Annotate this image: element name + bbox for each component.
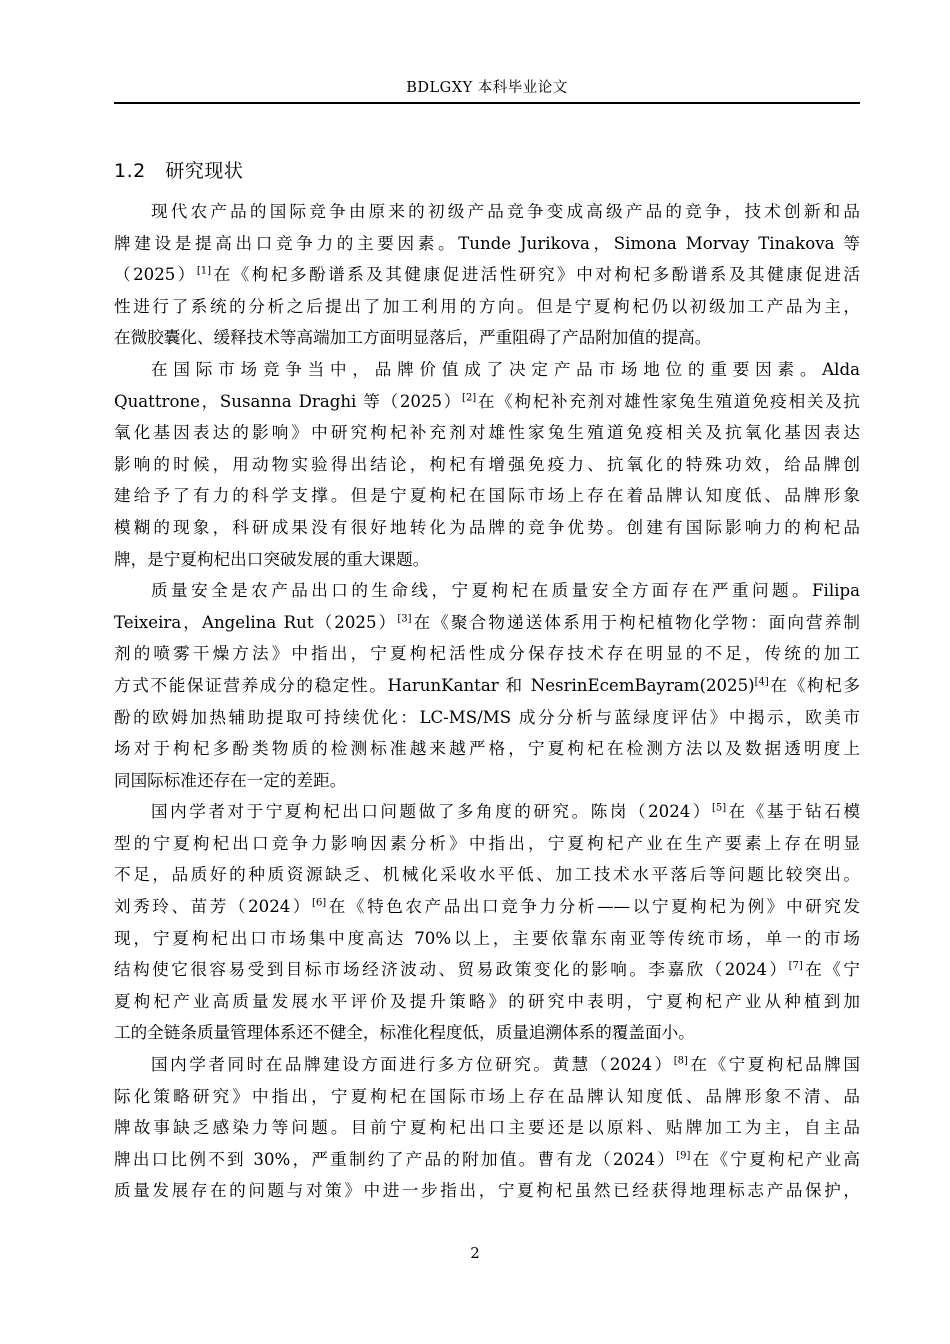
page-header (114, 72, 860, 104)
text-line: 场对于枸杞多酚类物质的检测标准越来越严格，宁夏枸杞在检测方法以及数据透明度上 (114, 739, 860, 759)
text-line: 在微胶囊化、缓释技术等高端加工方面明显落后，严重阻碍了产品附加值的提高。 (114, 328, 712, 348)
citation-marker: [1] (196, 265, 212, 277)
citation-marker: [5] (711, 802, 727, 814)
header-title: BDLGXY 本科毕业论文 (406, 80, 568, 96)
text-line: 质量发展存在的问题与对策》中进一步指出，宁夏枸杞虽然已经获得地理标志产品保护， (114, 1181, 860, 1201)
section-heading: 1.2 研究现状 (114, 160, 244, 182)
text-line: 同国际标准还存在一定的差距。 (114, 770, 347, 790)
text-line: 剂的喷雾干燥方法》中指出，宁夏枸杞活性成分保存技术存在明显的不足，传统的加工 (114, 644, 860, 664)
text-line: 质量安全是农产品出口的生命线，宁夏枸杞在质量安全方面存在严重问题。Filipa (151, 581, 860, 601)
text-line: 牌，是宁夏枸杞出口突破发展的重大课题。 (114, 549, 430, 569)
text-line: 方式不能保证营养成分的稳定性。HarunKantar 和 NesrinEcemBayram(2025)[4]在《枸杞多 (114, 675, 860, 695)
citation-marker: [8] (673, 1055, 688, 1067)
text-line: 型的宁夏枸杞出口竞争力影响因素分析》中指出，宁夏枸杞产业在生产要素上存在明显 (114, 833, 860, 853)
text-line: 性进行了系统的分析之后提出了加工利用的方向。但是宁夏枸杞仍以初级加工产品为主， (114, 296, 860, 316)
text-line: 氧化基因表达的影响》中研究枸杞补充剂对雄性家兔生殖道免疫相关及抗氧化基因表达 (114, 423, 860, 443)
text-line: 夏枸杞产业高质量发展水平评价及提升策略》的研究中表明，宁夏枸杞产业从种植到加 (114, 991, 860, 1011)
page-number: 2 (470, 1244, 480, 1262)
text-line: 在国际市场竞争当中，品牌价值成了决定产品市场地位的重要因素。Alda (151, 359, 860, 379)
body-text (114, 196, 860, 1207)
text-line: 国内学者同时在品牌建设方面进行多方位研究。黄慧（2024）[8]在《宁夏枸杞品牌国 (151, 1055, 860, 1075)
text-line: 工的全链条质量管理体系还不健全，标准化程度低，质量追溯体系的覆盖面小。 (114, 1023, 695, 1043)
citation-marker: [6] (312, 897, 327, 909)
text-line: 际化策略研究》中指出，宁夏枸杞在国际市场上存在品牌认知度低、品牌形象不清、品 (114, 1086, 860, 1106)
citation-marker: [2] (462, 392, 477, 404)
text-line: 牌出口比例不到 30%，严重制约了产品的附加值。曹有龙（2024）[9]在《宁夏枸杞产业高 (114, 1149, 860, 1169)
text-line: 影响的时候，用动物实验得出结论，枸杞有增强免疫力、抗氧化的特殊功效，给品牌创 (114, 454, 860, 474)
text-line: 现，宁夏枸杞出口市场集中度高达 70%以上，主要依靠东南亚等传统市场，单一的市场 (114, 928, 860, 948)
text-line: 现代农产品的国际竞争由原来的初级产品竞争变成高级产品的竞争，技术创新和品 (151, 202, 860, 221)
text-line: 不足，品质好的种质资源缺乏、机械化采收水平低、加工技术水平落后等问题比较突出。 (114, 865, 860, 885)
text-line: 牌建设是提高出口竞争力的主要因素。Tunde Jurikova，Simona Morvay Tinakova 等 (114, 233, 860, 253)
citation-marker: [7] (788, 960, 803, 972)
text-line: 建给予了有力的科学支撑。但是宁夏枸杞在国际市场上存在着品牌认知度低、品牌形象 (114, 486, 860, 506)
text-line: Quattrone，Susanna Draghi 等（2025）[2]在《枸杞补充剂对雄性家兔生殖道免疫相关及抗 (114, 391, 860, 411)
text-line: 酚的欧姆加热辅助提取可持续优化：LC-MS/MS 成分分析与蓝绿度评估》中揭示，欧美市 (114, 707, 860, 727)
text-line: 牌故事缺乏感染力等问题。目前宁夏枸杞出口主要还是以原料、贴牌加工为主，自主品 (114, 1118, 860, 1138)
text-line: 国内学者对于宁夏枸杞出口问题做了多角度的研究。陈岗（2024）[5]在《基于钻石模 (151, 802, 860, 822)
text-line: 模糊的现象，科研成果没有很好地转化为品牌的竞争优势。创建有国际影响力的枸杞品 (114, 517, 860, 537)
citation-marker: [4] (754, 676, 769, 688)
text-line: 结构使它很容易受到目标市场经济波动、贸易政策变化的影响。李嘉欣（2024）[7]在《宁 (114, 960, 861, 980)
text-line: 刘秀玲、苗芳（2024）[6]在《特色农产品出口竞争力分析——以宁夏枸杞为例》中研究发 (114, 897, 861, 917)
text-line: （2025）[1]在《枸杞多酚谱系及其健康促进活性研究》中对枸杞多酚谱系及其健康促进活 (114, 265, 861, 285)
citation-marker: [3] (397, 613, 412, 625)
citation-marker: [9] (676, 1150, 691, 1162)
text-line: Teixeira，Angelina Rut（2025）[3]在《聚合物递送体系用于枸杞植物化学物：面向营养制 (114, 612, 860, 632)
